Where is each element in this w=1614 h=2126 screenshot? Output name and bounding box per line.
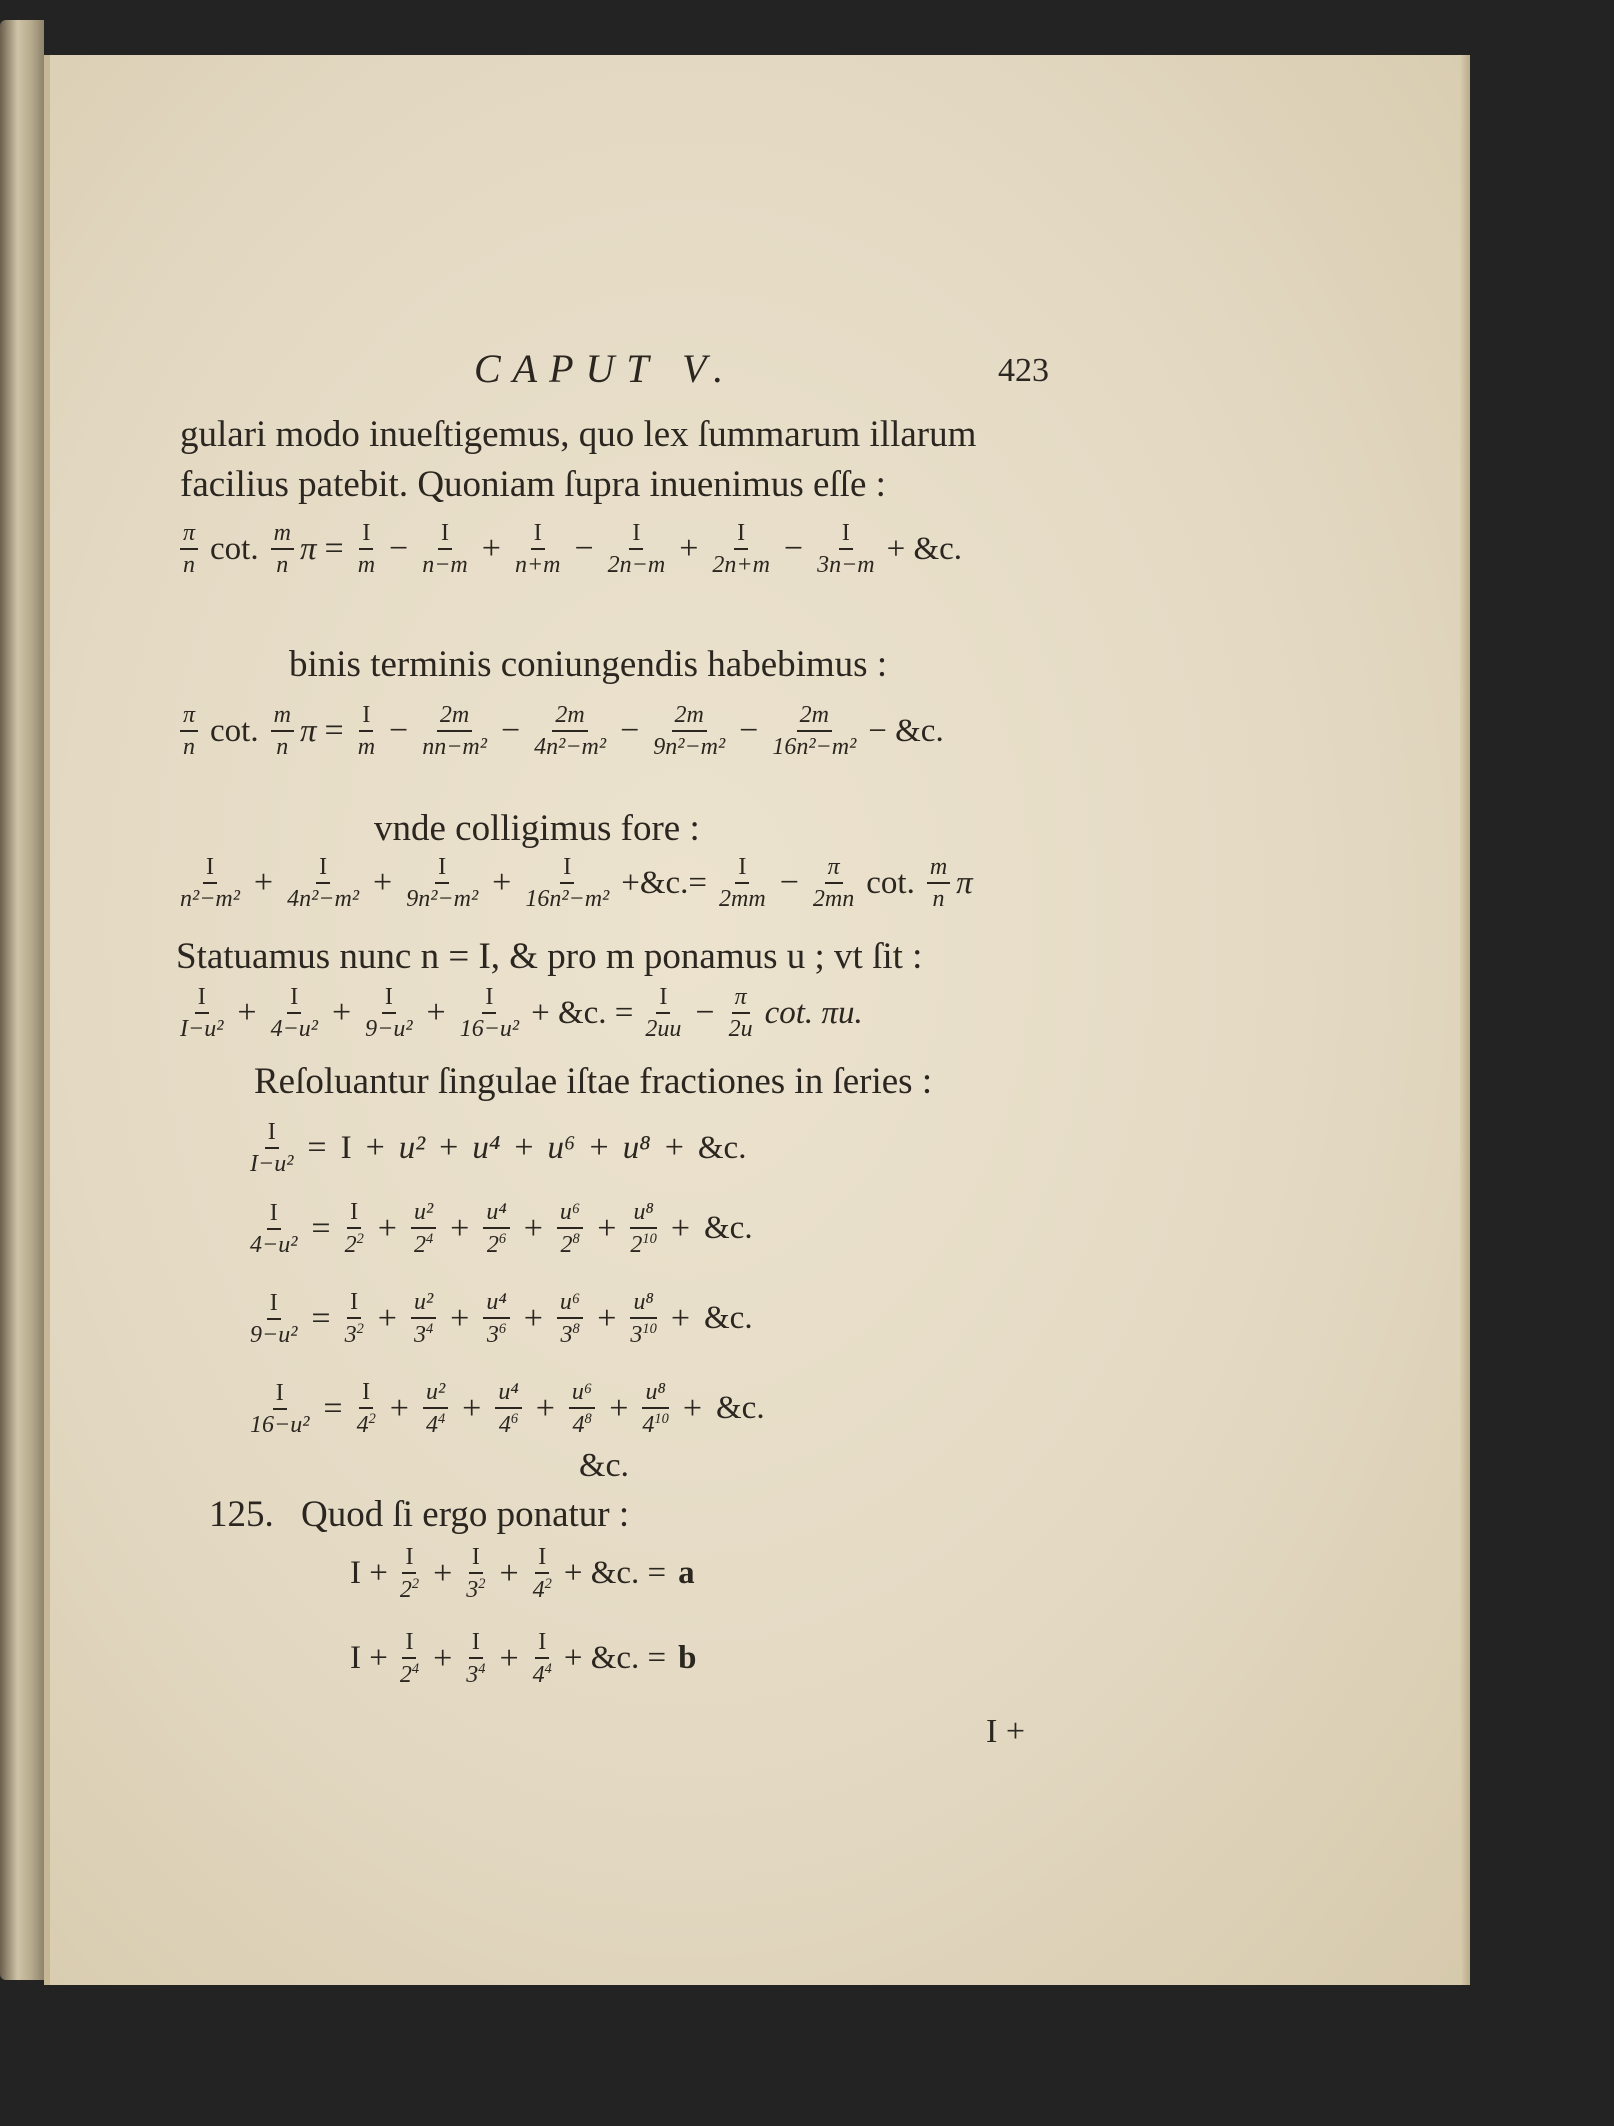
pi-symbol: π: [299, 712, 317, 749]
term-2: $\frac{2m}{\text{nn−m²}}$: [422, 702, 487, 760]
series-frac: $\frac{I}{2^2}$: [344, 1199, 364, 1258]
series-frac: $\frac{\text{u⁸}}{2^{10}}$: [630, 1199, 657, 1258]
cot-label: cot.: [210, 530, 259, 567]
sum-term: $\frac{I}{3^2}$: [466, 1544, 486, 1603]
series-row-1: [244, 1120, 752, 1176]
series-term: u⁶: [547, 1129, 576, 1166]
sum-term: $\frac{I}{2^4}$: [399, 1629, 420, 1688]
op-plus: +: [462, 1389, 482, 1427]
series-term: u²: [398, 1129, 426, 1166]
series-etc: &c.: [579, 1447, 630, 1484]
op-plus: +: [514, 1129, 534, 1166]
series-frac: $\frac{\text{u⁴}}{2^6}$: [483, 1200, 509, 1257]
op-minus: −: [779, 864, 799, 901]
frac-m-n: m n: [271, 521, 294, 577]
op-plus: +: [670, 1299, 690, 1337]
sum-result: b: [678, 1640, 697, 1676]
series-term: u⁸: [622, 1129, 651, 1166]
text-binis: binis terminis coniungendis habebimus :: [289, 644, 888, 685]
op-minus: −: [389, 530, 409, 567]
rhs-1: $\frac{I}{2uu}$: [645, 984, 682, 1042]
term-2: $\frac{I}{\text{4−u²}}$: [270, 984, 318, 1042]
equation-3: [174, 855, 973, 911]
op-minus: −: [695, 994, 715, 1031]
term-3: $\frac{I}{n+m}$: [514, 520, 561, 578]
op-plus: +: [237, 994, 257, 1031]
op-plus: +: [433, 1554, 453, 1592]
term-1: $\frac{I}{m}$: [357, 702, 376, 760]
series-frac: $\frac{\text{u⁶}}{4^8}$: [569, 1380, 595, 1437]
op-plus: +: [389, 1389, 409, 1427]
cot-pi-u: cot. πu.: [764, 994, 863, 1031]
op-plus: +: [535, 1389, 555, 1427]
term-3: $\frac{I}{\text{9n²−m²}}$: [406, 854, 479, 912]
paragraph-line-2: facilius patebit. Quoniam ſupra inuenimus eſſe :: [180, 464, 886, 505]
lhs-frac: $\frac{I}{\text{4−u²}}$: [250, 1199, 298, 1258]
equals-sign: =: [324, 530, 344, 567]
catchword: I +: [986, 1713, 1025, 1750]
sum-term: $\frac{I}{3^4}$: [466, 1629, 486, 1688]
op-plus: +: [365, 1129, 385, 1166]
op-plus: +: [679, 530, 699, 567]
op-plus: +: [664, 1129, 684, 1166]
op-plus: +: [450, 1209, 470, 1247]
series-frac: $\frac{\text{u⁸}}{4^{10}}$: [642, 1379, 669, 1438]
equation-1: [174, 521, 968, 577]
term-3: $\frac{2m}{\text{4n²−m²}}$: [534, 702, 607, 760]
op-plus: +: [597, 1209, 617, 1247]
equals-sign: =: [307, 1129, 327, 1166]
sum-term: $\frac{I}{2^2}$: [399, 1544, 420, 1603]
frac-m-n: m n: [271, 703, 294, 759]
series-frac: $\frac{\text{u²}}{2^4}$: [411, 1200, 436, 1257]
term-4: $\frac{I}{\text{16−u²}}$: [459, 984, 520, 1042]
series-term: u⁴: [472, 1129, 501, 1166]
section-text: Quod ſi ergo ponatur :: [301, 1494, 630, 1535]
equals-sign: =: [323, 1389, 343, 1427]
op-plus: +: [377, 1299, 397, 1337]
equals-sign: =: [311, 1209, 331, 1247]
series-row-3: [244, 1290, 759, 1347]
term-1: I I−u²: [180, 984, 224, 1042]
term-2: $\frac{I}{n-m}$: [422, 520, 468, 578]
frac-pi-n: π n: [180, 703, 198, 759]
op-plus: +: [499, 1554, 519, 1592]
series-frac: $\frac{\text{u²}}{4^4}$: [423, 1380, 448, 1437]
paragraph-125: [209, 1493, 629, 1536]
pi-symbol: π: [956, 864, 973, 901]
series-frac: $\frac{\text{u⁶}}{2^8}$: [557, 1200, 583, 1257]
term-5: $\frac{I}{2n+m}$: [712, 520, 770, 578]
lhs-frac: $\frac{I}{\text{16−u²}}$: [250, 1379, 310, 1438]
op-plus: +: [523, 1299, 543, 1337]
series-frac: $\frac{\text{u²}}{3^4}$: [411, 1290, 436, 1347]
op-plus: +: [523, 1209, 543, 1247]
sum-lead: I +: [350, 1640, 388, 1676]
pi-symbol: π: [299, 530, 317, 567]
series-frac: $\frac{\text{u⁶}}{3^8}$: [557, 1290, 583, 1347]
frac-pi-n: π n: [180, 521, 198, 577]
etc: &c.: [704, 1300, 753, 1336]
sum-term: $\frac{I}{4^2}$: [532, 1544, 552, 1603]
page-text: [44, 55, 1470, 1985]
term-1: I n²−m²: [180, 854, 240, 912]
sum-tail: + &c. =: [563, 1640, 667, 1676]
op-plus: +: [253, 864, 274, 901]
term-4: $\frac{I}{2n-m}$: [607, 520, 666, 578]
op-minus: −: [500, 712, 521, 749]
op-plus: +: [492, 864, 512, 901]
term-6: $\frac{I}{3n-m}$: [817, 520, 875, 578]
etc-equals: + &c. =: [531, 994, 634, 1031]
equation-4: [174, 985, 869, 1041]
etc-tail: + &c.: [886, 530, 963, 567]
op-plus: +: [589, 1129, 609, 1166]
term-2: $\frac{I}{\text{4n²−m²}}$: [287, 854, 360, 912]
equals-sign: =: [311, 1299, 331, 1337]
sum-b: [344, 1630, 703, 1687]
op-plus: +: [433, 1639, 453, 1677]
op-plus: +: [670, 1209, 690, 1247]
series-frac: $\frac{\text{u⁴}}{4^6}$: [495, 1380, 521, 1437]
series-row-2: [244, 1200, 759, 1257]
series-frac: $\frac{I}{4^2}$: [356, 1379, 376, 1438]
text-statuamus: Statuamus nunc n = I, & pro m ponamus u ; vt ſit :: [176, 936, 923, 977]
book-spine: [0, 20, 44, 1980]
text-resoluantur: Reſoluantur ſingulae iſtae fractiones in ſeries :: [254, 1061, 933, 1102]
term-3: $\frac{I}{\text{9−u²}}$: [365, 984, 413, 1042]
op-minus: −: [389, 712, 409, 749]
rhs-2: $\frac{\pi}{2u}$: [728, 984, 753, 1042]
rhs-1: $\frac{I}{2mm}$: [719, 854, 766, 912]
op-minus: −: [739, 712, 759, 749]
book-page: [44, 55, 1470, 1985]
section-number: 125.: [209, 1494, 274, 1535]
op-plus: +: [439, 1129, 459, 1166]
term-4: $\frac{I}{\text{16n²−m²}}$: [525, 854, 610, 912]
frac-m-n: m n: [927, 855, 950, 911]
etc: &c.: [716, 1390, 765, 1426]
term-1: $\frac{I}{m}$: [357, 520, 376, 578]
series-frac: $\frac{\text{u⁴}}{3^6}$: [483, 1290, 509, 1347]
op-minus: −: [574, 530, 594, 567]
op-plus: +: [331, 994, 352, 1031]
op-plus: +: [609, 1389, 629, 1427]
cot-label: cot.: [210, 712, 259, 749]
cot-label: cot.: [866, 864, 915, 901]
paragraph-line-1: gulari modo inueſtigemus, quo lex ſummarum illarum: [180, 414, 977, 455]
series-frac: $\frac{I}{3^2}$: [344, 1289, 364, 1348]
sum-a: [344, 1545, 701, 1602]
op-plus: +: [373, 864, 393, 901]
op-plus: +: [426, 994, 446, 1031]
sum-tail: + &c. =: [563, 1555, 667, 1591]
etc: &c.: [704, 1210, 753, 1246]
sum-term: $\frac{I}{4^4}$: [532, 1629, 552, 1688]
op-plus: +: [682, 1389, 702, 1427]
term-4: $\frac{2m}{\text{9n²−m²}}$: [653, 702, 726, 760]
lhs-frac: $\frac{I}{\text{9−u²}}$: [250, 1289, 298, 1348]
op-minus: −: [620, 712, 640, 749]
op-plus: +: [481, 530, 501, 567]
series-row-4: [244, 1380, 771, 1437]
sum-result: a: [678, 1555, 695, 1591]
page-number: 423: [998, 352, 1049, 389]
etc: &c.: [697, 1129, 747, 1166]
etc-tail: − &c.: [868, 712, 944, 749]
equals-sign: =: [324, 712, 344, 749]
op-plus: +: [499, 1639, 519, 1677]
series-frac: $\frac{\text{u⁸}}{3^{10}}$: [630, 1289, 657, 1348]
equation-2: [174, 703, 950, 759]
op-plus: +: [597, 1299, 617, 1337]
term-5: $\frac{2m}{\text{16n²−m²}}$: [772, 702, 857, 760]
lhs-frac: $\frac{I}{\text{I−u²}}$: [250, 1119, 294, 1177]
text-vnde: vnde colligimus fore :: [374, 808, 700, 849]
rhs-2: $\frac{\pi}{2mn}$: [812, 854, 855, 912]
op-plus: +: [377, 1209, 397, 1247]
op-minus: −: [783, 530, 804, 567]
etc-equals: +&c.=: [621, 864, 708, 901]
op-plus: +: [450, 1299, 470, 1337]
series-term: I: [340, 1129, 352, 1166]
running-title: CAPUT V.: [474, 346, 736, 391]
sum-lead: I +: [350, 1555, 388, 1591]
